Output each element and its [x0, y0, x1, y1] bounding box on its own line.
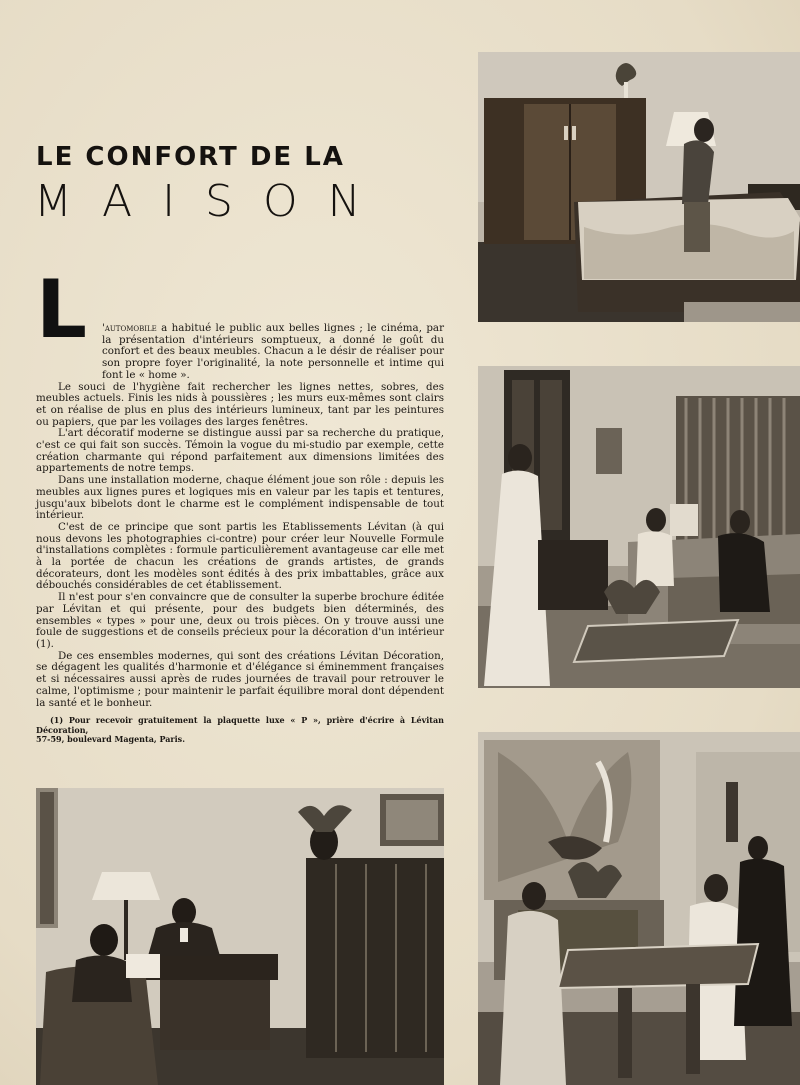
- dining-room-photo: [478, 732, 800, 1085]
- footnote-line-1: (1) Pour recevoir gratuitement la plaquette luxe « P », prière d'écrire à Lévitan Décoration,: [36, 715, 444, 735]
- article-body: [36, 323, 444, 709]
- footnote: [36, 716, 444, 745]
- paragraph-4: Dans une installation moderne, chaque élément joue son rôle : depuis les meubles aux lignes pures et logiques mis en valeur par les tapis et tentures, jusqu'aux bibelots dont le charme est le complément indispensable de tout intérieur.: [36, 474, 444, 522]
- article-title-line1: LE CONFORT DE LA: [36, 142, 345, 172]
- paragraph-1-text: a habitué le public aux belles lignes ; le cinéma, par la présentation d'intérieurs somptueux, a donné le goût du confort et des beaux meubles. Chacun a le désir de réaliser pour son propre foyer l'originalité, la note personnelle et intime qui font le « home ».: [102, 322, 444, 381]
- drop-cap: L: [36, 263, 87, 356]
- paragraph-1-smallcaps: 'automobile: [102, 322, 157, 334]
- article-title-line2: MAISON: [34, 176, 391, 227]
- footnote-line-2: 57-59, boulevard Magenta, Paris.: [36, 734, 185, 744]
- paragraph-1: [36, 323, 444, 382]
- living-room-photo: [478, 366, 800, 688]
- paragraph-5: C'est de ce principe que sont partis les Etablissements Lévitan (à qui nous devons les photographies ci-contre) pour créer leur Nouvelle Formule d'installations complètes : formule particulièrement avantageuse car elle met à la portée de chacun les créations de grands artistes, de grands décorateurs, dont les modèles sont édités à des prix imbattables, grâce aux débouchés considérables de cet établissement.: [36, 520, 444, 592]
- paragraph-2: Le souci de l'hygiène fait rechercher les lignes nettes, sobres, des meubles actuels. Finis les nids à poussières ; les murs eux-mêmes sont clairs et on réalise de plus en plus des intérieurs lumineux, tant par les peintures ou papiers, que par les voilages des larges fenêtres.: [36, 380, 444, 428]
- paragraph-7: De ces ensembles modernes, qui sont des créations Lévitan Décoration, se dégagent les qualités d'harmonie et d'élégance si éminemment françaises et si nécessaires aussi après de rudes journées de travail pour retrouver le calme, l'optimisme ; pour maintenir le parfait équilibre moral dont dépendent la santé et le bonheur.: [36, 649, 444, 709]
- paragraph-3: L'art décoratif moderne se distingue aussi par sa recherche du pratique, c'est ce qui fait son succès. Témoin la vogue du mi-studio par exemple, cette création charmante qui répond parfaitement aux dimensions limitées des appartements de notre temps.: [36, 427, 444, 475]
- bedroom-photo: [478, 52, 800, 322]
- office-photo: [36, 788, 444, 1085]
- paragraph-6: Il n'est pour s'en convaincre que de consulter la superbe brochure éditée par Lévitan et qui présente, pour des budgets bien déterminés, des ensembles « types » pour une, deux ou trois pièces. On y trouve aussi une foule de suggestions et de conseils précieux pour la décoration d'un intérieur (1).: [36, 591, 444, 650]
